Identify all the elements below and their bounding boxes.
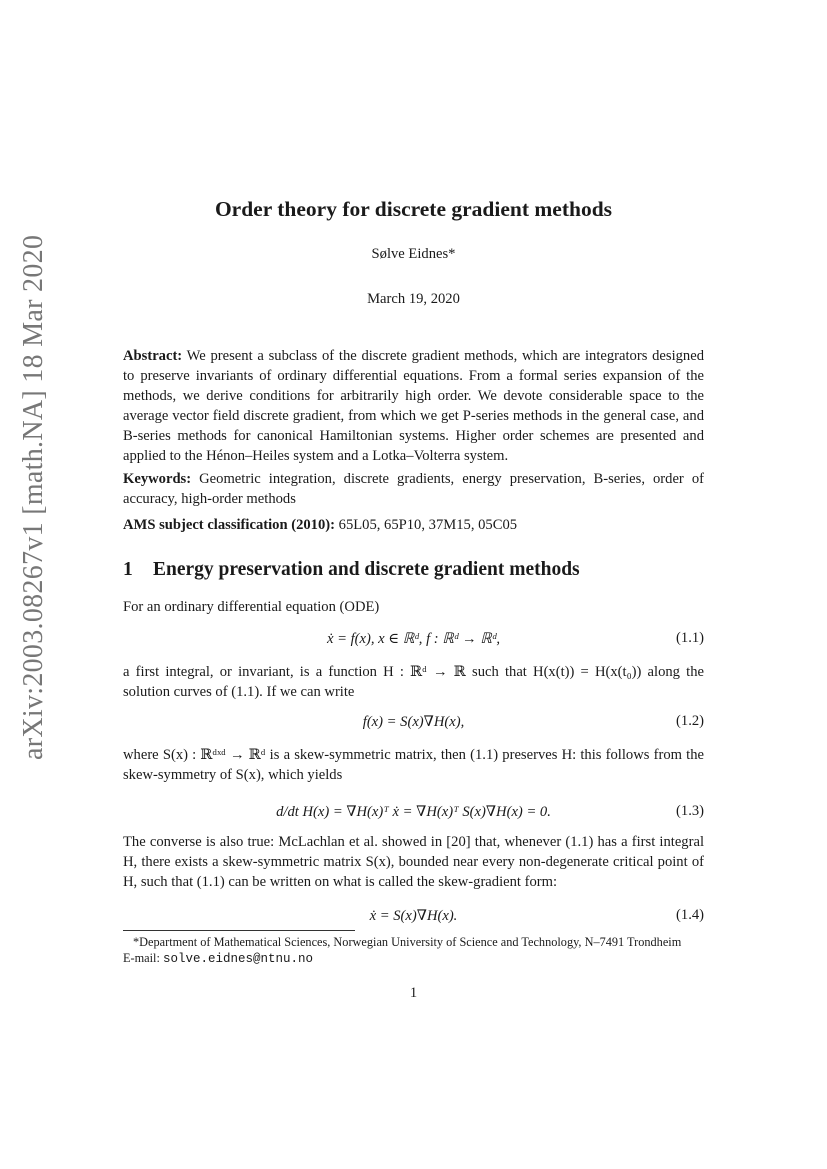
arxiv-identifier: arXiv:2003.08267v1 [math.NA] 18 Mar 2020 — [18, 234, 49, 760]
footnote-affiliation: *Department of Mathematical Sciences, Norwegian University of Science and Technology, N–7491 Trondheim — [133, 935, 682, 949]
equation-number: (1.1) — [676, 630, 704, 646]
email-link[interactable]: solve.eidnes@ntnu.no — [162, 952, 313, 966]
equation-1-4 — [123, 907, 704, 927]
equation-text: ẋ = f(x), x ∈ ℝᵈ, f : ℝᵈ → ℝᵈ, — [326, 631, 501, 647]
paper-title: Order theory for discrete gradient methods — [214, 197, 613, 221]
date: March 19, 2020 — [367, 291, 460, 307]
abstract-label: Abstract: — [123, 348, 183, 364]
keywords-label: Keywords: — [123, 471, 192, 487]
equation-1-2 — [123, 713, 704, 733]
page-number: 1 — [409, 985, 418, 1001]
equation-text: d/dt H(x) = ∇H(x)ᵀ ẋ = ∇H(x)ᵀ S(x)∇H(x) = 0. — [276, 804, 551, 820]
ams-text: 65L05, 65P10, 37M15, 05C05 — [338, 517, 518, 533]
section-heading — [123, 559, 580, 581]
ams-label: AMS subject classification (2010): — [123, 517, 335, 533]
ams-classification — [123, 515, 704, 535]
equation-number: (1.4) — [676, 907, 704, 923]
paragraph: where S(x) : ℝᵈˣᵈ → ℝᵈ is a skew-symmetric matrix, then (1.1) preserves H: this follows from the skew-symmetry of S(x), which yields — [123, 747, 704, 783]
keywords — [123, 469, 704, 509]
keywords-text: Geometric integration, discrete gradients, energy preservation, B-series, order of accuracy, high-order methods — [123, 471, 704, 507]
abstract — [123, 346, 704, 466]
footnote — [123, 934, 713, 967]
abstract-text: We present a subclass of the discrete gradient methods, which are integrators designed to preserve invariants of ordinary differential equations. From a formal series expansion of the methods, we derive conditions for arbitrarily high order. We devote considerable space to the average vector field discrete gradient, from which we get P-series methods in the general case, and B-series methods for canonical Hamiltonian systems. Higher order schemes are presented and applied to the Hénon–Heiles system and a Lotka–Volterra system. — [123, 348, 704, 464]
section-number: 1 — [123, 559, 133, 580]
footnote-rule — [123, 930, 355, 931]
equation-number: (1.3) — [676, 803, 704, 819]
equation-text: f(x) = S(x)∇H(x), — [362, 714, 465, 730]
paragraph: For an ordinary differential equation (ODE) — [123, 599, 380, 615]
equation-text: ẋ = S(x)∇H(x). — [369, 908, 458, 924]
paragraph: a first integral, or invariant, is a function H : ℝᵈ → ℝ such that H(x(t)) = H(x(t₀)) along the solution curves of (1.1). If we can write — [123, 664, 704, 700]
section-title: Energy preservation and discrete gradient methods — [153, 559, 580, 580]
equation-number: (1.2) — [676, 713, 704, 729]
paragraph: The converse is also true: McLachlan et al. showed in [20] that, whenever (1.1) has a first integral H, there exists a skew-symmetric matrix S(x), bounded near every non-degenerate critical point of H, such that (1.1) can be written on what is called the skew-gradient form: — [123, 834, 704, 890]
author: Sølve Eidnes* — [371, 246, 456, 262]
equation-1-1 — [123, 630, 704, 650]
equation-1-3 — [123, 803, 704, 823]
email-label: E-mail: — [123, 951, 160, 965]
